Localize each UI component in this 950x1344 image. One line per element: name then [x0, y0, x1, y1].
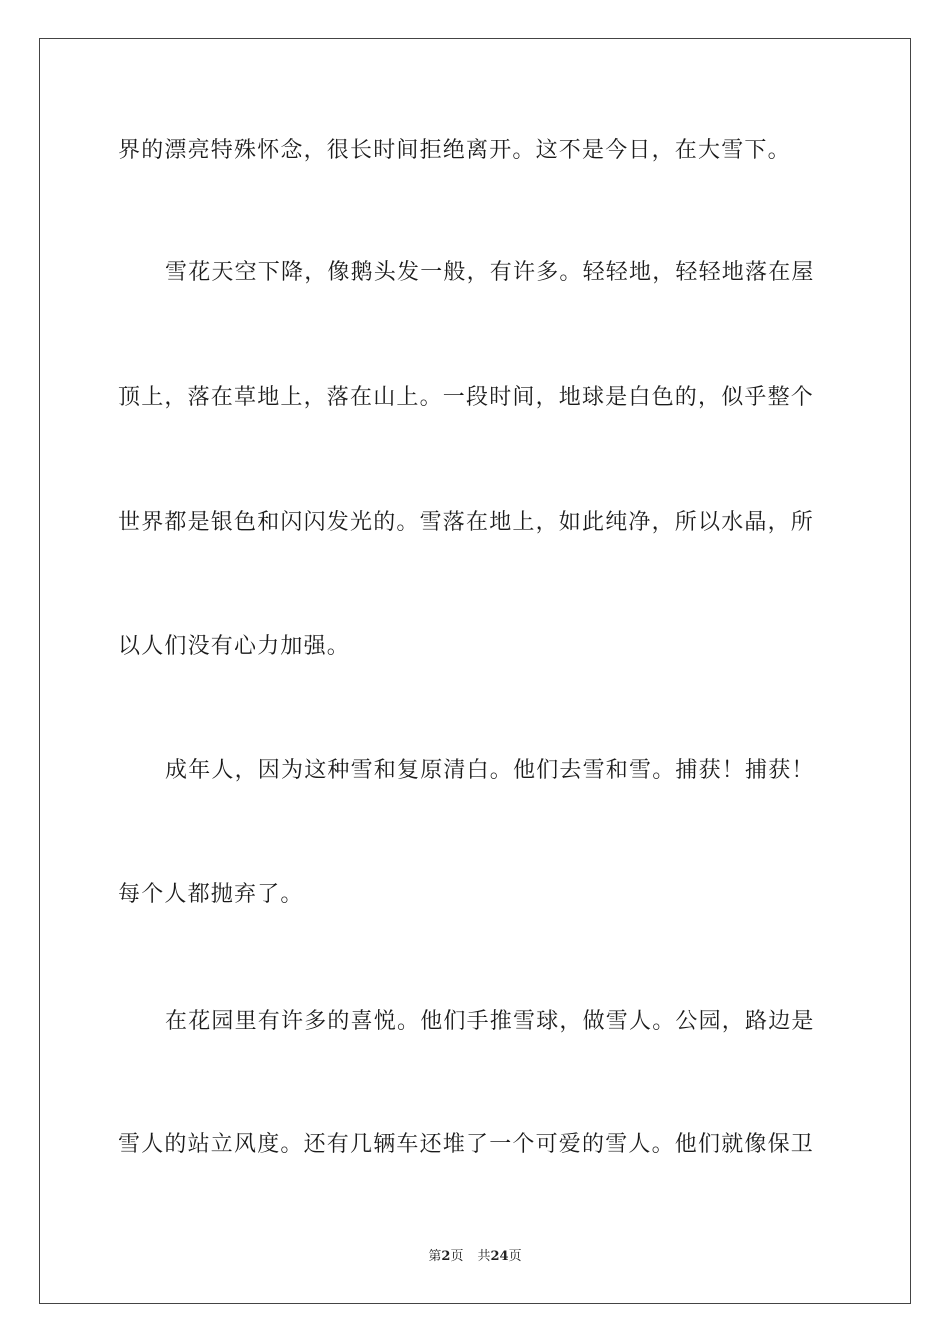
- page-suffix: 页: [450, 1249, 464, 1264]
- text-line: 以人们没有心力加强。: [118, 634, 351, 659]
- text-line: 成年人，因为这种雪和复原清白。他们去雪和雪。捕获！捕获！: [165, 758, 815, 783]
- text-line: 每个人都抛弃了。: [118, 882, 304, 907]
- total-pages: 24: [490, 1249, 509, 1264]
- text-line: 雪花天空下降，像鹅头发一般，有许多。轻轻地，轻轻地落在屋: [165, 260, 815, 285]
- text-line: 雪人的站立风度。还有几辆车还堆了一个可爱的雪人。他们就像保卫: [118, 1132, 815, 1157]
- total-suffix: 页: [508, 1249, 522, 1264]
- page-border: [39, 38, 911, 1304]
- page-footer: [0, 1248, 950, 1266]
- total-prefix: 共: [477, 1249, 491, 1264]
- page-number: 2: [441, 1249, 451, 1264]
- text-line: 顶上，落在草地上，落在山上。一段时间，地球是白色的，似乎整个: [118, 385, 815, 410]
- text-line: 界的漂亮特殊怀念，很长时间拒绝离开。这不是今日，在大雪下。: [118, 138, 791, 163]
- text-line: 世界都是银色和闪闪发光的。雪落在地上，如此纯净，所以水晶，所: [118, 510, 815, 535]
- text-line: 在花园里有许多的喜悦。他们手推雪球，做雪人。公园，路边是: [165, 1009, 815, 1034]
- page-prefix: 第: [428, 1249, 442, 1264]
